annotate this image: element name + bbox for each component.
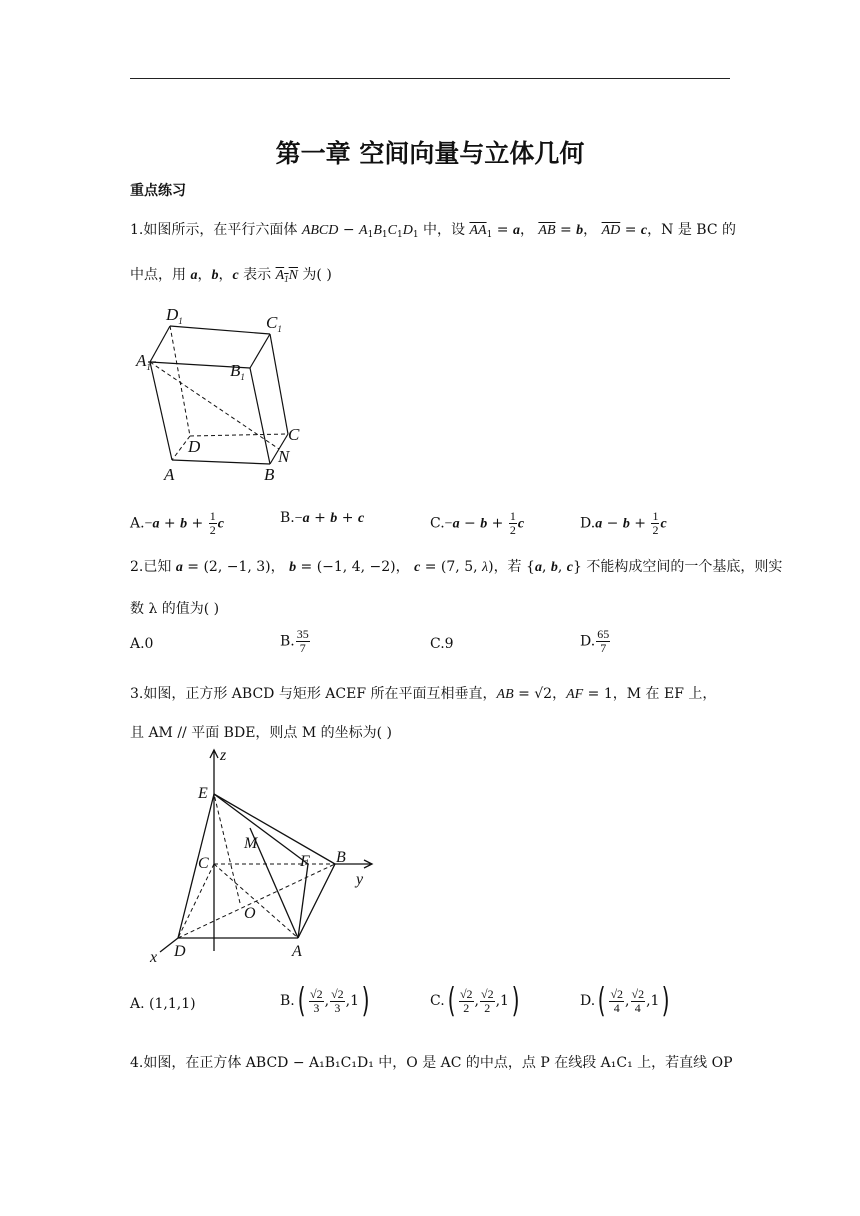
label-e: E — [198, 785, 208, 802]
q3-option-c[interactable]: C.( $\frac{√2}{2}$ , $\frac{√2}{2}$ ,1) — [430, 981, 520, 1021]
page-title: 第一章 空间向量与立体几何 — [275, 139, 585, 168]
q2-line2: 数 λ 的值为( ) — [130, 601, 220, 617]
label-m: M — [244, 835, 258, 852]
q1-line2: 中点，用 a，b，c 表示 $A_1N$ 为( ) — [130, 267, 332, 284]
q1-option-d[interactable]: D.a − b + $\frac{1}{2}$ c — [580, 509, 667, 537]
label-b1: $B_1$ — [230, 361, 245, 382]
q2-option-b[interactable]: B. $\frac{35}{7}$ — [280, 627, 309, 655]
q4-line1: 4.如图，在正方体 ABCD − A₁B₁C₁D₁ 中，O 是 AC 的中点，点 P 在线段 A₁C₁ 上，若直线 OP — [130, 1055, 733, 1071]
q3-option-b[interactable]: B.( $\frac{√2}{3}$ , $\frac{√2}{3}$ ,1) — [280, 981, 370, 1021]
label-d: D — [174, 943, 186, 960]
parallelepiped-figure — [130, 300, 310, 490]
q3-line1: 3.如图，正方形 ABCD 与矩形 ACEF 所在平面互相垂直，AB = √2，AF = 1，M 在 EF 上， — [130, 686, 717, 702]
q1-option-b[interactable]: B.−a + b + c — [280, 510, 365, 526]
label-d1: $D_1$ — [166, 305, 183, 326]
q3-line2: 且 AM // 平面 BDE，则点 M 的坐标为( ) — [130, 725, 393, 741]
label-a1: $A_1$ — [136, 351, 151, 372]
label-c: C — [288, 425, 300, 444]
square-rectangle-figure — [140, 746, 390, 966]
axis-label-y: y — [356, 871, 364, 888]
label-b: B — [336, 849, 346, 866]
q2-option-c[interactable]: C.9 — [430, 636, 454, 652]
section-heading: 重点练习 — [130, 183, 186, 199]
axis-label-x: x — [150, 949, 158, 966]
label-c1: $C_1$ — [266, 313, 282, 334]
q3-option-a[interactable]: A. (1,1,1) — [130, 996, 196, 1012]
label-a: A — [292, 943, 302, 960]
q2-option-a[interactable]: A.0 — [130, 636, 154, 652]
label-c: C — [198, 855, 209, 872]
label-a: A — [164, 465, 175, 484]
header-rule — [130, 78, 730, 79]
q1-option-c[interactable]: C.−a − b + $\frac{1}{2}$ c — [430, 509, 525, 537]
label-f: F — [300, 853, 310, 870]
q2-option-d[interactable]: D. $\frac{65}{7}$ — [580, 627, 610, 655]
axis-label-z: z — [220, 747, 227, 764]
label-b: B — [264, 465, 275, 484]
q3-option-d[interactable]: D.( $\frac{√2}{4}$ , $\frac{√2}{4}$ ,1) — [580, 981, 671, 1021]
label-o: O — [244, 905, 256, 922]
label-n: N — [278, 447, 290, 466]
q1-line1: 1.如图所示，在平行六面体 ABCD − $A_1B_1C_1D_1$ 中，设 $\overline{AA}_1 = a$， $\overline{AB} = b$， $\overline{AD} = c$，N 是 BC 的 — [130, 222, 736, 240]
q1-option-a[interactable]: A.−a + b + $\frac{1}{2}$ c — [130, 509, 224, 537]
q2-line1: 2.已知 a = (2, −1, 3)， b = (−1, 4, −2)， c = (7, 5, λ)，若 {a, b, c} 不能构成空间的一个基底，则实 — [130, 559, 783, 575]
label-d: D — [188, 437, 201, 456]
